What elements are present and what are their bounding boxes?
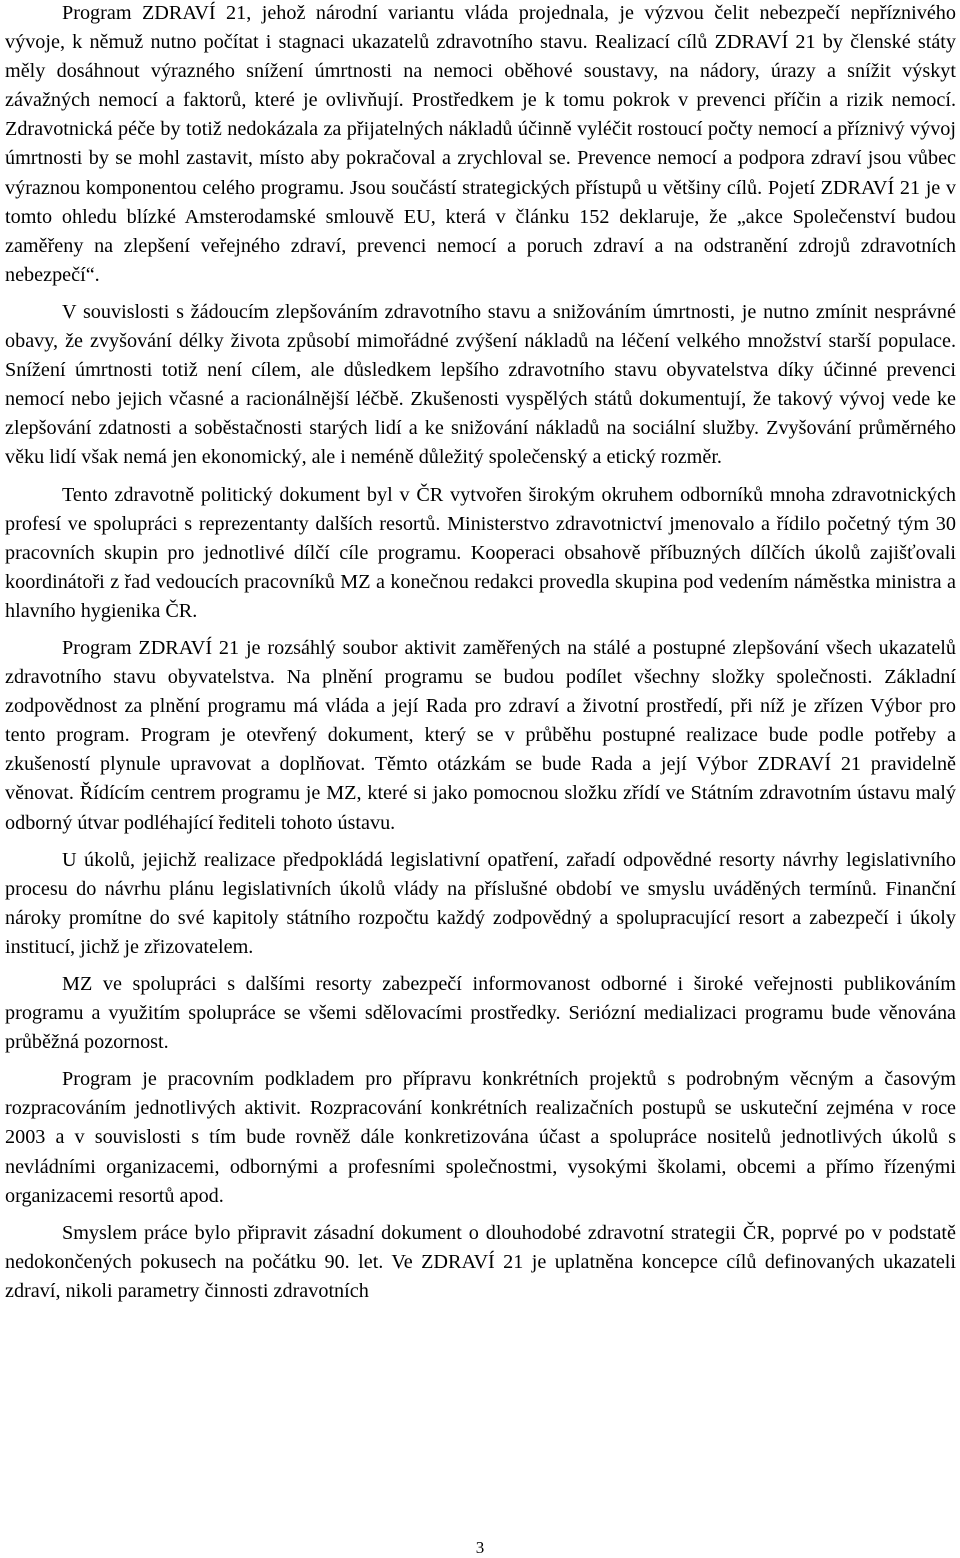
paragraph-2: V souvislosti s žádoucím zlepšováním zdravotního stavu a snižováním úmrtnosti, je nutno zmínit nesprávné obavy, že zvyšování délky života způsobí mimořádné zvýšení nákladů na léčení velkého množství starší populace. Snížení úmrtnosti totiž není cílem, ale důsledkem lepšího zdravotního stavu obyvatelstva díky účinné prevenci nemocí nebo jejich včasné a racionálnější léčbě. Zkušenosti vyspělých států dokumentují, že takový vývoj vede ke zlepšování zdatnosti a soběstačnosti starých lidí a ke snižování nákladů na sociální služby. Zvyšování průměrného věku lidí však nemá jen ekonomický, ale i neméně důležitý společenský a etický rozměr. — [5, 300, 956, 469]
document-page — [5, 0, 956, 1306]
paragraph-8: Smyslem práce bylo připravit zásadní dokument o dlouhodobé zdravotní strategii ČR, poprvé po v podstatě nedokončených pokusech na počátku 90. let. Ve ZDRAVÍ 21 je uplatněna koncepce cílů definovaných ukazateli zdraví, nikoli parametry činnosti zdravotních — [5, 1221, 956, 1302]
paragraph-7: Program je pracovním podkladem pro přípravu konkrétních projektů s podrobným věcným a časovým rozpracováním jednotlivých aktivit. Rozpracování konkrétních realizačních postupů se uskuteční zejména v roce 2003 a v souvislosti s tím bude rovněž dále konkretizována účast a spolupráce nositelů jednotlivých úkolů s nevládními organizacemi, odbornými a profesními společnostmi, vysokými školami, obcemi a přímo řízenými organizacemi resortů apod. — [5, 1068, 956, 1207]
paragraph-4: Program ZDRAVÍ 21 je rozsáhlý soubor aktivit zaměřených na stálé a postupné zlepšování všech ukazatelů zdravotního stavu obyvatelstva. Na plnění programu se budou podílet všechny složky společnosti. Základní zodpovědnost za plnění programu má vláda a její Rada pro zdraví a životní prostředí, při níž je zřízen Výbor pro tento program. Program je otevřený dokument, který se v průběhu postupné realizace bude podle potřeby a zkušeností plynule upravovat a doplňovat. Těmto otázkám se bude Rada a její Výbor ZDRAVÍ 21 pravidelně věnovat. Řídícím centrem programu je MZ, které si jako pomocnou složku zřídí ve Státním zdravotním ústavu malý odborný útvar podléhající řediteli tohoto ústavu. — [5, 636, 956, 834]
paragraph-3: Tento zdravotně politický dokument byl v ČR vytvořen širokým okruhem odborníků mnoha zdravotnických profesí ve spolupráci s reprezentanty dalších resortů. Ministerstvo zdravotnictví jmenovalo a řídilo početný tým 30 pracovních skupin pro jednotlivé dílčí cíle programu. Kooperaci obsahově příbuzných dílčích úkolů zajišťovali koordinátoři z řad vedoucích pracovníků MZ a konečnou redakci provedla skupina pod vedením náměstka ministra a hlavního hygienika ČR. — [5, 483, 956, 622]
paragraph-1: Program ZDRAVÍ 21, jehož národní variantu vláda projednala, je výzvou čelit nebezpečí nepříznivého vývoje, k němuž nutno počítat i stagnaci ukazatelů zdravotního stavu. Realizací cílů ZDRAVÍ 21 by členské státy měly dosáhnout výrazného snížení úmrtnosti na nemoci oběhové soustavy, na nádory, úrazy a snížit výskyt závažných nemocí a faktorů, které je ovlivňují. Prostředkem je k tomu pokrok v prevenci příčin a rizik nemocí. Zdravotnická péče by totiž nedokázala za přijatelných nákladů účinně vyléčit rostoucí počty nemocí a příznivý vývoj úmrtnosti by se mohl zastavit, místo aby pokračoval a zrychloval se. Prevence nemocí a podpora zdraví jsou vůbec výraznou komponentou celého programu. Jsou součástí strategických přístupů u většiny cílů. Pojetí ZDRAVÍ 21 je v tomto ohledu blízké Amsterodamské smlouvě EU, která v článku 152 deklaruje, že „akce Společenství budou zaměřeny na zlepšení veřejného zdraví, prevenci nemocí a poruch zdraví a na odstranění zdrojů zdravotních nebezpečí“. — [5, 2, 956, 286]
page-number: 3 — [475, 1538, 485, 1557]
paragraph-6: MZ ve spolupráci s dalšími resorty zabezpečí informovanost odborné i široké veřejnosti publikováním programu a využitím spolupráce se všemi sdělovacími prostředky. Seriózní medializaci programu bude věnována průběžná pozornost. — [5, 973, 956, 1054]
paragraph-5: U úkolů, jejichž realizace předpokládá legislativní opatření, zařadí odpovědné resorty návrhy legislativního procesu do návrhu plánu legislativních úkolů vlády na příslušné období ve smyslu uváděných termínů. Finanční nároky promítne do své kapitoly státního rozpočtu každý zodpovědný a spolupracující resort a zabezpečí i úkoly institucí, jichž je zřizovatelem. — [5, 848, 956, 958]
